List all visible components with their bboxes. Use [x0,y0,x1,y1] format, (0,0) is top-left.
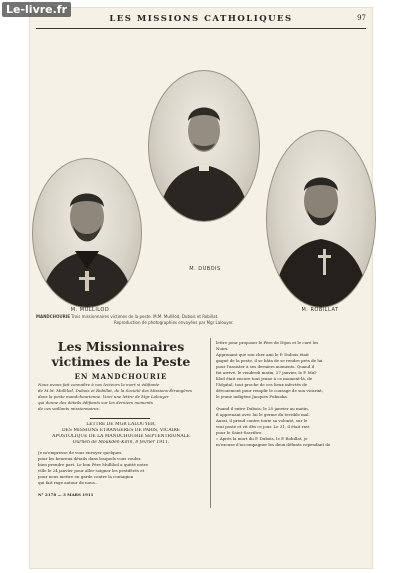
portrait-center-name: M. DUBOIS [189,266,221,272]
body-line: qui fait rage autour de nous... [38,480,99,485]
intro-line: qui donne des détails édifiants sur les derniers moments [38,400,153,405]
watermark: Le-livre.fr [2,2,71,17]
intro-line: Nous avons fait connaître à nos lecteurs la mort si édifiante [38,382,160,387]
right-line: fut arrivé, le vendredi matin, 27 janvier, le P. Mul- [216,370,317,375]
right-line: Quand il entre Dubois, le 25 janvier au matin, [216,406,309,411]
magazine-page [30,8,372,568]
right-line: il apprenant avec lui le germe du terrible mal. [216,412,310,417]
body-line: bien prendre part. Le bon Père Mullilod a quitté notre [38,462,148,467]
right-line: « Après la mort du P. Dubois, le P. Robillat, je [216,436,308,441]
intro-line: de M.M. Mullilod, Dubois et Robillat, de la Société des Missions-Étrangères [38,388,192,393]
right-line: l'hôpital, tout proche de ces lieux infectés de [216,382,308,387]
right-line: Aussi, il prend contre toute sa volonté, sur le [216,418,308,423]
right-line: pour le Saint-Sacrifice. [216,430,263,435]
article-body [38,450,204,486]
intro-line: de ces vaillants missionnaires. [38,406,100,411]
portrait-center [148,70,260,222]
letter-heading-line: LETTRE DE MGR LALOUYER, [86,422,156,427]
portrait-right-name: M. ROBILLAT [301,307,339,313]
right-line: le jeune indigène Jacques Fukuoka. [216,394,289,399]
letter-dateline: Ournen de Moukden-Kirin, 8 février 1911. [72,440,170,445]
right-line: lilod était encore tout jeune à ce moment-là, de [216,376,313,381]
article-subtitle: EN MANDCHOURIE [74,372,168,381]
letter-heading-line: APOSTOLIQUE DE LA MANDCHOURIE SEPTENTRIONALE [52,434,190,439]
right-line: vrai poste et vit dès ce jour. Le 31, il était ravi [216,424,310,429]
right-line: dévouement pour remplir le courage de son vicariat, [216,388,324,393]
letter-heading [38,422,204,446]
intro-line: dans la peste mandchourienne. Voici une lettre de Mgr Lalouyer [38,394,169,399]
portrait-left [32,158,142,308]
right-column [216,340,366,448]
body-line: Je m'empresse de vous envoyer quelques [38,450,122,455]
right-line: gagné de la peste, il se hâta de se rendre près de lui [216,358,323,363]
running-header [36,14,366,29]
portrait-right-image [267,131,375,307]
portrait-right [266,130,376,308]
article-intro [38,382,204,412]
portrait-center-image [149,71,259,221]
article-title: Les Missionnaires victimes de la Peste [51,339,191,369]
right-line: pour l'assister à ses derniers moments. Quand il [216,364,315,369]
photo-caption [36,314,366,326]
page-number: 97 [357,14,366,22]
right-line: Apprenant que son cher ami le P. Dubois était [216,352,309,357]
body-line: pour nous mettre en garde contre la contagion [38,474,134,479]
photo-caption-line2: Reproduction de photographies envoyées par Mgr Lalouyer. [114,320,234,325]
right-line: Noirs. [216,346,229,351]
photo-caption-line1: Trois missionnaires victimes de la peste. M.M. Mullilod, Dubois et Robillat. [71,314,219,319]
issue-footer: N° 2178 — 3 MARS 1911 [38,492,94,497]
photo-caption-lead: MANDCHOURIE [36,314,70,319]
section-divider [90,418,150,419]
right-line: lettre pour proposer le Père de Dijon et le curé les [216,340,319,345]
right-line: m'excuse d'accompagner les deux défunts cependant de [216,442,331,447]
column-divider [210,338,211,508]
body-line: pour les heureux détails dans lesquels vous voulez [38,456,141,461]
portrait-left-name: M. MULLILOD [70,307,110,313]
portrait-left-image [33,159,141,307]
body-line: ville le 24 janvier pour aller soigner les pestiférés et [38,468,145,473]
letter-heading-line: DES MISSIONS ÉTRANGÈRES DE PARIS, VICAIRE [61,428,181,433]
header-title: LES MISSIONS CATHOLIQUES [109,14,293,24]
